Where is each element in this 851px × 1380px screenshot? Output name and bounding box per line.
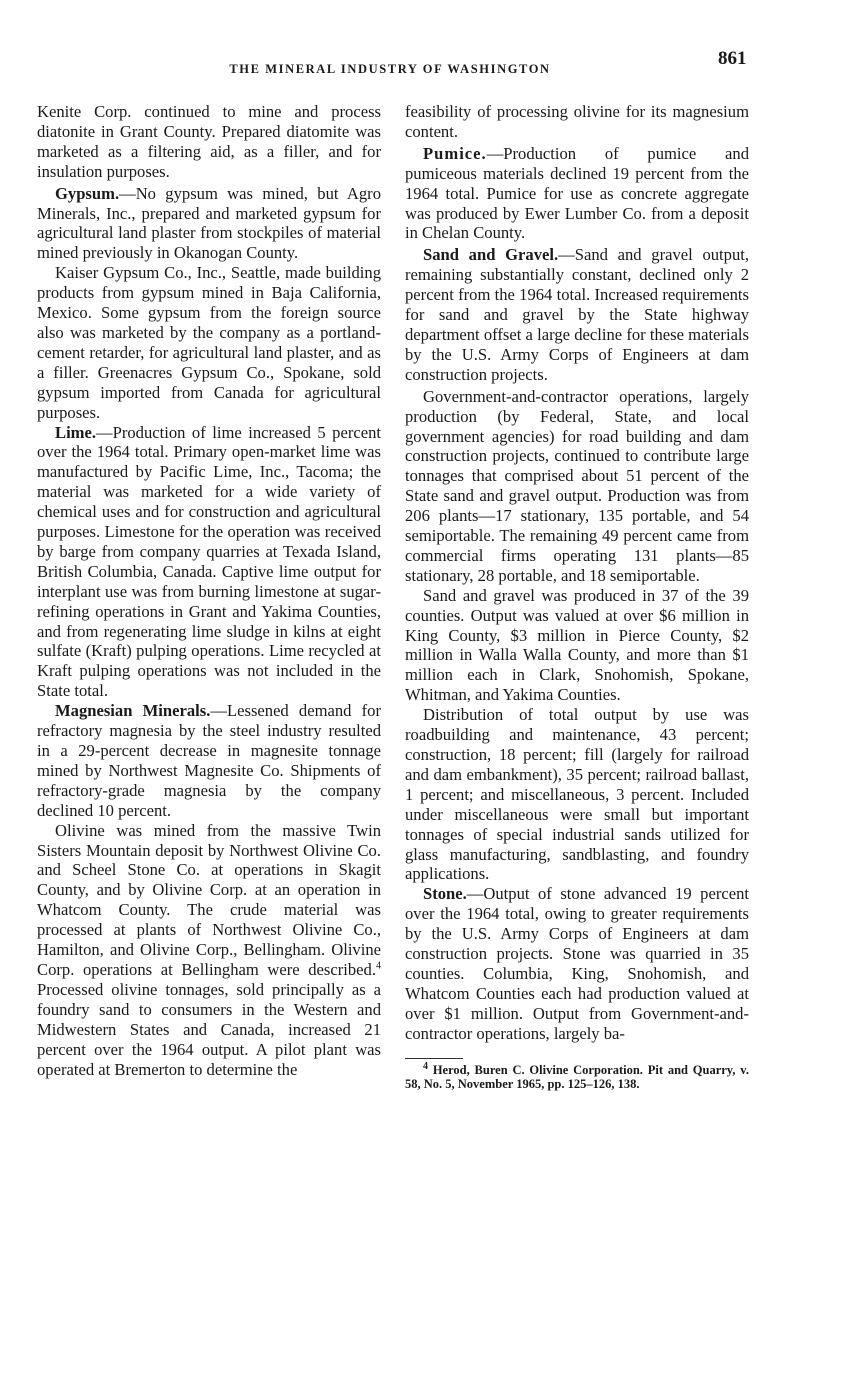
footnote-marker: 4 bbox=[423, 1060, 428, 1072]
section-heading-lime: Lime. bbox=[55, 422, 97, 442]
section-heading-sand-gravel: Sand and Gravel. bbox=[423, 245, 559, 265]
pumice-text: —Production of pumice and pumiceous materials declined 19 percent from the 1964 total. Pumice for use as concrete aggregate was produced by Ewer Lumber Co. from a deposit in Chelan County. bbox=[405, 143, 749, 243]
gypsum-text: —No gypsum was mined, but Agro Minerals, Inc., prepared and marketed gypsum for agricultural land plaster from stockpiles of material mined previously in Okanogan County. bbox=[37, 183, 381, 263]
stone-text: —Output of stone advanced 19 percent over the 1964 total, owing to greater requirements by the U.S. Army Corps of Engineers at dam construction projects. Stone was quarried in 35 counties. Columbia, King, Snohomish, and Whatcom Counties each had production valued at over $1 million. Output from Government-and-contractor operations, largely ba- bbox=[405, 884, 749, 1043]
olivine-text-a: Olivine was mined from the massive Twin Sisters Mountain deposit by Northwest Olivine Co. and Scheel Stone Co. at operations in Skagit County, and by Olivine Corp. at an operation in Whatcom County. The crude material was processed at plants of Northwest Olivine Co., Hamilton, and Olivine Corp., Bellingham. Olivine Corp. operations at Bellingham were described. bbox=[37, 820, 381, 979]
section-heading-stone: Stone. bbox=[423, 884, 467, 904]
footnote-text: Herod, Buren C. Olivine Corporation. Pit and Quarry, v. 58, No. 5, November 1965, pp. 125–126, 138. bbox=[405, 1062, 749, 1091]
footnote bbox=[405, 1060, 749, 1091]
paragraph-olivine bbox=[37, 821, 381, 1080]
paragraph-government: Government-and-contractor operations, largely production (by Federal, State, and local government agencies) for road building and dam construction projects, continued to contribute large tonnages that comprised about 51 percent of the State sand and gravel output. Production was from 206 plants—17 stationary, 135 portable, and 54 semiportable. The remaining 49 percent came from commercial firms operating 131 plants—85 stationary, 28 portable, and 18 semiportable. bbox=[405, 386, 749, 585]
section-heading-magnesian: Magnesian Minerals. bbox=[55, 701, 211, 721]
right-column bbox=[405, 102, 749, 1091]
paragraph-lime bbox=[37, 423, 381, 702]
paragraph-kaiser: Kaiser Gypsum Co., Inc., Seattle, made building products from gypsum mined in Baja California, Mexico. Some gypsum from the foreign source also was marketed by the company as a portland-cement retarder, for agricultural land plaster, and as a filler. Greenacres Gypsum Co., Spokane, sold gypsum imported from Canada for agricultural purposes. bbox=[37, 263, 381, 422]
paragraph-sand-gravel bbox=[405, 245, 749, 384]
magnesian-text: —Lessened demand for refractory magnesia by the steel industry resulted in a 29-percent decrease in magnesite tonnage mined by Northwest Magnesite Co. Shipments of refractory-grade magnesia by the company declined 10 percent. bbox=[37, 701, 381, 820]
paragraph-gypsum bbox=[37, 184, 381, 264]
paragraph-magnesian bbox=[37, 701, 381, 820]
sand-gravel-text: —Sand and gravel output, remaining substantially constant, declined only 2 percent from the 1964 total. Increased requirements for sand and gravel by the State highway department offset a large decline for these materials by the U.S. Army Corps of Engineers at dam construction projects. bbox=[405, 245, 750, 384]
paragraph-feasibility: feasibility of processing olivine for its magnesium content. bbox=[405, 102, 749, 141]
lime-text: —Production of lime increased 5 percent over the 1964 total. Primary open-market lime was manufactured by Pacific Lime, Inc., Tacoma; the material was marketed for a wide variety of chemical uses and for construction and agricultural purposes. Limestone for the operation was received by barge from company quarries at Texada Island, British Columbia, Canada. Captive lime output for interplant use was from burning limestone at sugar-refining operations in Grant and Yakima Counties, and from regenerating lime sludge in kilns at eight sulfate (Kraft) pulping operations. Lime recycled at Kraft pulping operations was not included in the State total. bbox=[37, 422, 381, 701]
section-heading-pumice: Pumice. bbox=[423, 143, 487, 163]
running-head: THE MINERAL INDUSTRY OF WASHINGTON bbox=[229, 62, 551, 76]
olivine-text-b: Processed olivine tonnages, sold principally as a foundry sand to consumers in the Western and Midwestern States and Canada, increased 21 percent over the 1964 output. A pilot plant was operated at Bremerton to determine the bbox=[37, 979, 381, 1079]
paragraph-pumice bbox=[405, 144, 749, 244]
paragraph-counties: Sand and gravel was produced in 37 of the 39 counties. Output was valued at over $6 million in King County, $3 million in Pierce County, $2 million in Walla Walla County, and more than $1 million each in Clark, Snohomish, Spokane, Whitman, and Yakima Counties. bbox=[405, 585, 749, 705]
page-number: 861 bbox=[718, 48, 747, 69]
footnote-divider bbox=[405, 1058, 463, 1059]
section-heading-gypsum: Gypsum. bbox=[55, 183, 120, 203]
paragraph-kenite: Kenite Corp. continued to mine and process diatonite in Grant County. Prepared diatomite was marketed as a filtering aid, as a filler, and for insulation purposes. bbox=[37, 102, 381, 181]
left-column bbox=[37, 102, 381, 1079]
paragraph-stone bbox=[405, 884, 749, 1043]
footnote-reference: 4 bbox=[376, 960, 381, 972]
paragraph-distribution: Distribution of total output by use was roadbuilding and maintenance, 43 percent; construction, 18 percent; fill (largely for railroad and dam embankment), 35 percent; railroad ballast, 1 percent; and miscellaneous, 3 percent. Included under miscellaneous were small but important tonnages of special industrial sands utilized for glass manufacturing, sandblasting, and foundry applications. bbox=[405, 705, 749, 884]
